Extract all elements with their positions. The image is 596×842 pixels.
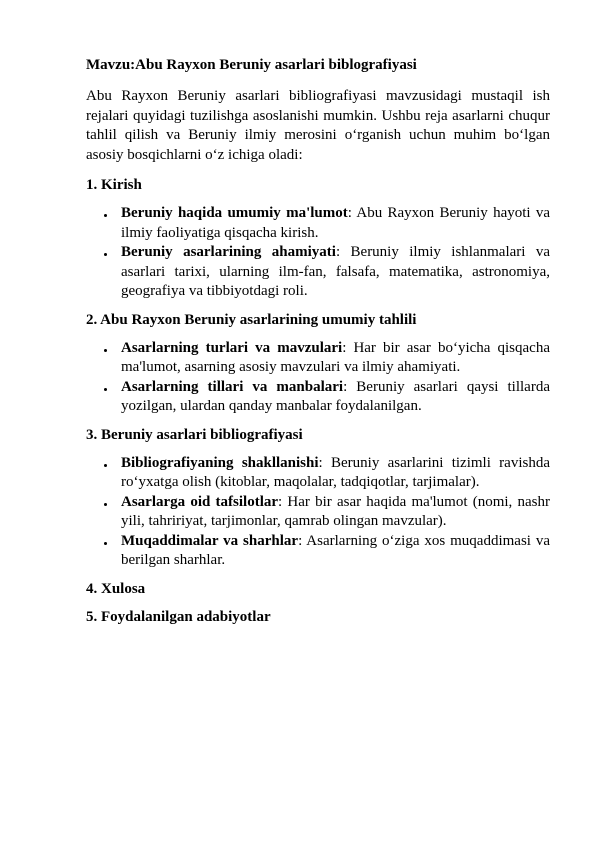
list-item-text: : Har bir asar bo‘yicha qisqacha ma'lumot, asarning asosiy mavzulari va ilmiy ahamiyati. [121,339,550,375]
section-2 [86,311,550,417]
bullet-list [86,339,550,417]
list-item-term: Asarlarga oid tafsilotlar [121,493,279,510]
section-3 [86,426,550,571]
section-5 [86,608,550,627]
list-item-text: : Har bir asar haqida ma'lumot (nomi, nashr yili, tahririyat, tarjimonlar, qamrab olingan mavzular). [121,493,550,529]
list-item-text: : Beruniy ilmiy ishlanmalari va asarlari tarixi, ularning ilm-fan, falsafa, matematika, astronomiya, geografiya va tibbiyotdagi roli. [121,244,550,299]
section-1 [86,176,550,302]
document-page [86,56,550,636]
list-item [86,204,550,243]
list-item-text: : Beruniy asarlari qaysi tillarda yozilgan, ulardan qanday manbalar foydalanilgan. [121,378,550,414]
list-item-term: Muqaddimalar va sharhlar [121,532,299,549]
list-item-term: Asarlarning turlari va mavzulari [121,339,343,356]
section-4 [86,580,550,599]
section-heading: 2. Abu Rayxon Beruniy asarlarining umumiy tahlili [86,311,417,328]
section-heading: 3. Beruniy asarlari bibliografiyasi [86,426,303,443]
list-item [86,378,550,417]
list-item-text: : Asarlarning o‘ziga xos muqaddimasi va berilgan sharhlar. [121,532,551,568]
list-item-term: Asarlarning tillari va manbalari [121,378,344,395]
bullet-list [86,204,550,302]
list-item-term: Beruniy asarlarining ahamiyati [121,244,336,260]
list-item-term: Bibliografiyaning shakllanishi [121,454,319,471]
list-item [86,493,550,532]
section-heading: 1. Kirish [86,177,142,193]
list-item [86,339,550,378]
document-title: Mavzu:Abu Rayxon Beruniy asarlari biblografiyasi [86,57,417,73]
list-item [86,243,550,302]
list-item-text: : Abu Rayxon Beruniy hayoti va ilmiy faoliyatiga qisqacha kirish. [121,205,551,241]
list-item-term: Beruniy haqida umumiy ma'lumot [121,205,348,221]
section-heading: 4. Xulosa [86,580,146,597]
list-item [86,454,550,493]
list-item [86,532,550,571]
intro-paragraph: Abu Rayxon Beruniy asarlari bibliografiyasi mavzusidagi mustaqil ish rejalari quyidagi tuzilishga asoslanishi mumkin. Ushbu reja asarlarni chuqur tahlil qilish va Beruniy ilmiy merosini o‘rganish uchun muhim bo‘lgan asosiy bosqichlarni o‘z ichiga oladi: [86,88,550,163]
bullet-list [86,454,550,571]
section-heading: 5. Foydalanilgan adabiyotlar [86,608,271,625]
list-item-text: : Beruniy asarlarini tizimli ravishda ro‘yxatga olish (kitoblar, maqolalar, tadqiqotlar, tarjimalar). [121,454,550,490]
